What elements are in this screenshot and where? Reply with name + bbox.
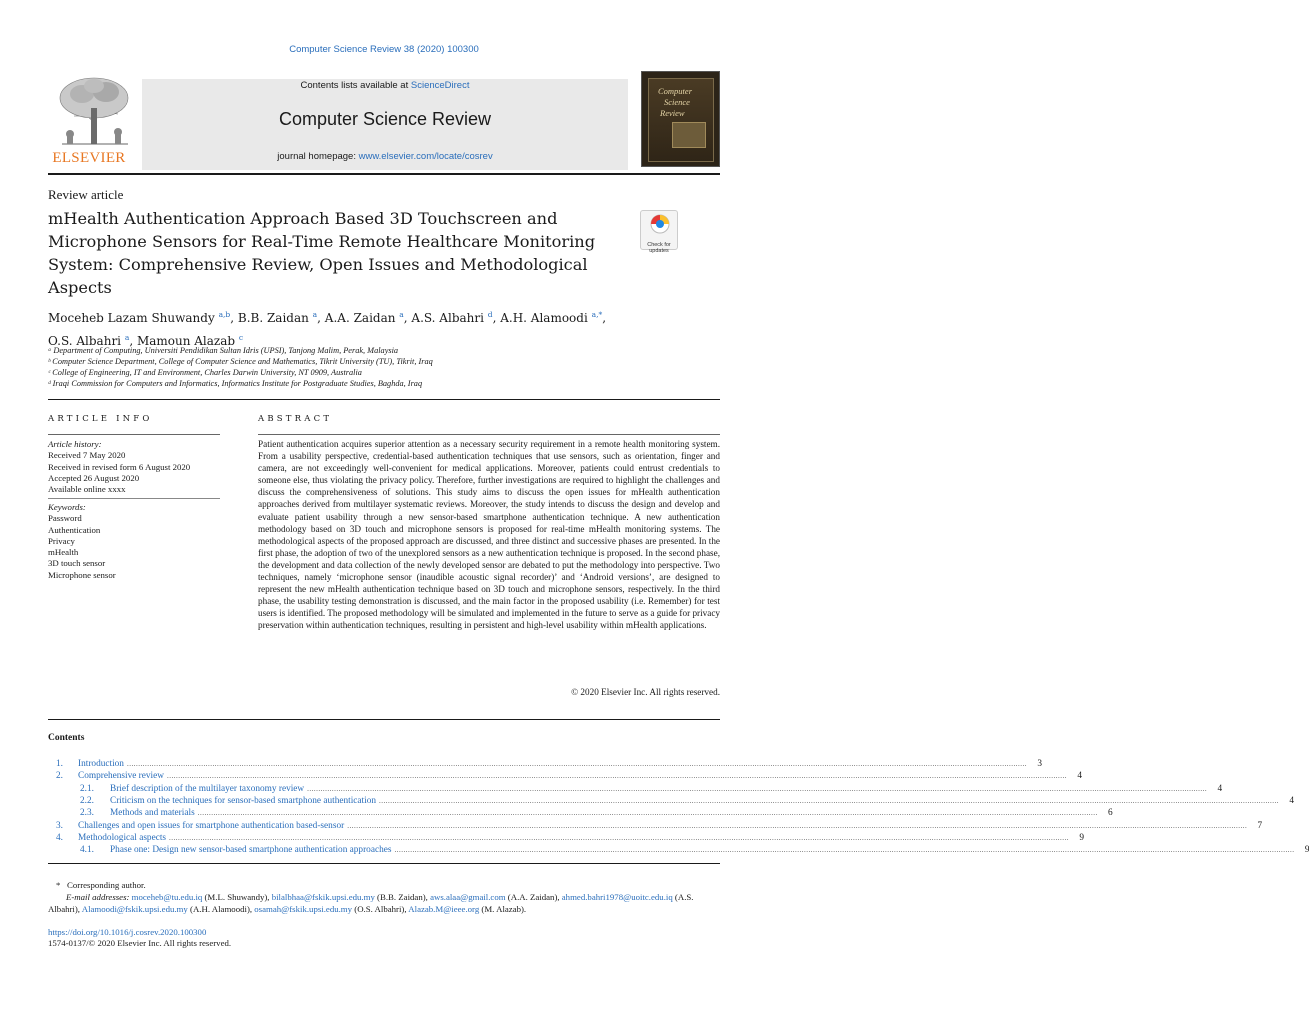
abstract-rule <box>258 434 720 435</box>
issn-line: 1574-0137/© 2020 Elsevier Inc. All rights reserved. <box>48 938 232 948</box>
keyword-item: Microphone sensor <box>48 569 116 580</box>
toc-label[interactable]: Introduction <box>78 759 124 769</box>
toc-label[interactable]: Phase one: Design new sensor-based smartphone authentication approaches <box>110 845 392 856</box>
email-link[interactable]: bilalbhaa@fskik.upsi.edu.my <box>271 892 375 902</box>
keyword-item: 3D touch sensor <box>48 558 106 569</box>
email-link[interactable]: ahmed.bahri1978@uoitc.edu.iq <box>561 892 673 902</box>
email-link[interactable]: Alazab.M@ieee.org <box>408 904 480 914</box>
email-owner: (A.S. Albahri), <box>48 892 694 914</box>
toc-number: 2. <box>56 771 63 782</box>
toc-number: 4.1. <box>80 845 94 856</box>
author-separator: , <box>129 334 137 348</box>
toc-leader: ................................................................................................................................................................................................................................................................................................................................................................................................................ <box>307 784 1208 793</box>
history-revised: Received in revised form 6 August 2020 <box>48 461 191 472</box>
keyword-item: Password <box>48 513 82 524</box>
author-affiliation-marker[interactable]: a <box>124 333 130 342</box>
toc-page: 9 <box>1304 845 1309 856</box>
toc-page: 7 <box>1257 820 1263 831</box>
toc-leader: ................................................................................................................................................................................................................................................................................................................................................................................................................ <box>166 772 1067 781</box>
toc-number: 2.1. <box>80 783 94 794</box>
email-link[interactable]: moceheb@tu.edu.iq <box>131 892 203 902</box>
toc-page: 4 <box>1217 783 1223 794</box>
publisher-name: ELSEVIER <box>52 150 126 166</box>
author-affiliation-marker[interactable]: d <box>487 310 493 319</box>
toc-entry[interactable] <box>56 795 1294 807</box>
article-history <box>48 439 220 495</box>
email-addresses <box>48 891 720 915</box>
toc-page: 4 <box>1289 795 1294 806</box>
author-name: Mamoun Alazab <box>136 334 239 348</box>
abstract-copyright: © 2020 Elsevier Inc. All rights reserved. <box>571 687 720 697</box>
article-info-heading: ARTICLE INFO <box>48 414 153 424</box>
keywords <box>48 502 220 581</box>
toc-label[interactable]: Brief description of the multilayer taxonomy review <box>110 783 305 794</box>
toc-page: 3 <box>1037 759 1042 769</box>
toc-entry[interactable] <box>56 807 1113 819</box>
toc-leader: ................................................................................................................................................................................................................................................................................................................................................................................................................ <box>394 846 1295 855</box>
email-link[interactable]: osamah@fskik.upsi.edu.my <box>254 904 353 914</box>
history-received: Received 7 May 2020 <box>48 450 126 461</box>
history-accepted: Accepted 26 August 2020 <box>48 472 140 483</box>
article-title: mHealth Authentication Approach Based 3D Touchscreen and Microphone Sensors for Real-Time Remote Healthcare Monitoring System: Comprehensive Review, Open Issues and Methodological Aspects <box>48 209 596 297</box>
toc-label[interactable]: Criticism on the techniques for sensor-based smartphone authentication <box>110 795 376 806</box>
toc-number: 2.2. <box>80 795 94 806</box>
affiliation-a: ᵃ Department of Computing, Universiti Pendidikan Sultan Idris (UPSI), Tanjong Malim, Perak, Malaysia <box>48 346 399 355</box>
corresponding-text: Corresponding author. <box>67 880 146 890</box>
abstract-text: Patient authentication acquires superior attention as a necessary security requirement in a remote health monitoring system. From a usability perspective, credential-based authentication techniques that use sensors, such as orientation, finger and camera, are not exceedingly well-convenient for medical applications. Moreover, patients could entrust credentials to someone else, thus violating the privacy policy. Therefore, further investigations are required to highlight the challenges and discuss the comprehensiveness of solutions. This study aims to discuss the open issues for mHealth authentication approaches derived from multilayer systematic reviews. Moreover, the study intends to discuss the design and develop and evaluate patient usability through a new sensor-based smartphone authentication technique. A new authentication methodology based on 3D touch and microphone sensors is proposed for real-time mHealth monitoring systems. The methodological aspects of the proposed approach are discussed, and three distinct and successive phases are presented. In the first phase, the adoption of two of the unexplored sensors as a new authentication technique is proposed. In the second phase, the development and data collection of the newly developed sensor are debated to put the methodology into perspective. Two techniques, namely ‘microphone sensor (inaudible acoustic signal recorder)’ and ‘Android versions’, are designed to represent the new mHealth authentication technique based on 3D touch and microphone sensors, respectively. In the third phase, the usability testing demonstration is discussed, and the main factor in the proposed usability (i.e. Remember) for test users is identified. The proposed methodology will be simulated and implemented in the future to serve as a guide for privacy preservation within authentication techniques, resulting in persistent and high-level usability within mHealth applications. <box>258 439 720 631</box>
toc-entry[interactable] <box>56 820 1263 832</box>
toc-page: 9 <box>1079 832 1085 843</box>
toc-leader: ................................................................................................................................................................................................................................................................................................................................................................................................................ <box>169 833 1070 842</box>
contents-title: Contents <box>48 733 85 743</box>
affiliation-c: ᶜ College of Engineering, IT and Environment, Charles Darwin University, NT 0909, Australia <box>48 368 362 377</box>
author-separator: , <box>317 311 325 325</box>
author-affiliation-marker[interactable]: a,* <box>591 310 603 319</box>
toc-number: 1. <box>56 759 63 769</box>
toc-label[interactable]: Comprehensive review <box>78 771 164 782</box>
email-owner: (A.H. Alamoodi), <box>187 904 255 914</box>
toc-entry[interactable] <box>56 758 1042 770</box>
email-owner: (A.A. Zaidan), <box>505 892 562 902</box>
author-name: A.H. Alamoodi <box>500 311 592 325</box>
email-owner: (B.B. Zaidan), <box>374 892 431 902</box>
author-separator: , <box>230 311 238 325</box>
journal-reference[interactable]: Computer Science Review 38 (2020) 100300 <box>289 44 479 55</box>
corresponding-mark: * <box>56 880 61 890</box>
check-for-updates-button[interactable] <box>640 210 678 254</box>
author-affiliation-marker[interactable]: a,b <box>218 310 231 319</box>
email-owner: (O.S. Albahri), <box>352 904 409 914</box>
toc-leader: ................................................................................................................................................................................................................................................................................................................................................................................................................ <box>379 796 1279 805</box>
author-separator: , <box>492 311 501 325</box>
author-separator: , <box>602 311 607 325</box>
history-online: Available online xxxx <box>48 484 126 495</box>
toc-leader: ................................................................................................................................................................................................................................................................................................................................................................................................................ <box>197 809 1098 818</box>
toc-entry[interactable] <box>56 783 1223 795</box>
email-link[interactable]: Alamoodi@fskik.upsi.edu.my <box>81 904 188 914</box>
toc-entry[interactable] <box>56 832 1085 844</box>
affiliations <box>48 345 720 389</box>
keyword-item: Authentication <box>48 524 101 535</box>
info-rule <box>48 434 220 435</box>
contents-rule-top <box>48 719 720 720</box>
cover-line-3: Review <box>660 108 685 118</box>
keyword-item: Privacy <box>48 535 75 546</box>
doi-link[interactable]: https://doi.org/10.1016/j.cosrev.2020.100300 <box>48 927 207 937</box>
toc-number: 3. <box>56 820 63 831</box>
toc-leader: ................................................................................................................................................................................................................................................................................................................................................................................................................ <box>347 821 1248 830</box>
toc-entry[interactable] <box>56 770 1082 782</box>
journal-cover-image <box>641 71 720 167</box>
toc-entry[interactable] <box>56 844 1309 856</box>
author-name: A.A. Zaidan <box>324 311 400 325</box>
keywords-label: Keywords: <box>48 502 86 512</box>
author-affiliation-marker[interactable]: a <box>312 310 318 319</box>
section-rule <box>48 399 720 400</box>
toc-number: 2.3. <box>80 808 94 819</box>
email-link[interactable]: aws.alaa@gmail.com <box>430 892 506 902</box>
author-name: B.B. Zaidan <box>237 311 313 325</box>
author-name: Moceheb Lazam Shuwandy <box>48 311 219 325</box>
toc-page: 6 <box>1108 808 1113 819</box>
check-updates-icon <box>641 211 679 237</box>
journal-title: Computer Science Review <box>278 109 492 129</box>
homepage-link[interactable]: www.elsevier.com/locate/cosrev <box>358 151 493 162</box>
keyword-item: mHealth <box>48 547 79 558</box>
toc-label[interactable]: Methods and materials <box>110 808 195 819</box>
author-name: O.S. Albahri <box>48 334 125 348</box>
cover-line-2: Science <box>664 97 690 107</box>
article-type: Review article <box>48 187 124 202</box>
history-label: Article history: <box>48 439 102 449</box>
author-affiliation-marker[interactable]: c <box>238 333 244 342</box>
contents-rule-bottom <box>48 863 720 864</box>
email-owner: (M.L. Shuwandy), <box>202 892 272 902</box>
toc-label[interactable]: Methodological aspects <box>78 832 167 843</box>
affiliation-b: ᵇ Computer Science Department, College of Computer Science and Mathematics, Tikrit University (TU), Tikrit, Iraq <box>48 357 433 366</box>
author-name: A.S. Albahri <box>411 311 488 325</box>
toc-number: 4. <box>56 832 63 843</box>
email-label: E-mail addresses: <box>66 892 132 902</box>
journal-homepage: journal homepage: www.elsevier.com/locate/cosrev <box>277 151 493 162</box>
header-rule <box>48 173 720 175</box>
author-separator: , <box>403 311 412 325</box>
toc-label[interactable]: Challenges and open issues for smartphone authentication based-sensor <box>78 820 345 831</box>
check-updates-label: Check for updates <box>647 242 671 254</box>
toc-leader: ................................................................................................................................................................................................................................................................................................................................................................................................................ <box>126 760 1027 768</box>
toc-page: 4 <box>1077 771 1082 782</box>
affiliation-d: ᵈ Iraqi Commission for Computers and Informatics, Informatics Institute for Postgraduate Studies, Baghda, Iraq <box>48 379 423 388</box>
sciencedirect-link[interactable]: ScienceDirect <box>410 80 470 91</box>
author-affiliation-marker[interactable]: a <box>399 310 404 319</box>
elsevier-tree-icon <box>48 72 140 150</box>
contents-availability: Contents lists available at ScienceDirect <box>300 80 470 91</box>
abstract-heading: ABSTRACT <box>258 414 333 424</box>
cover-line-1: Computer <box>658 86 692 96</box>
corresponding-author-note <box>56 879 146 891</box>
keywords-rule <box>48 498 220 499</box>
email-owner: (M. Alazab). <box>479 904 527 914</box>
